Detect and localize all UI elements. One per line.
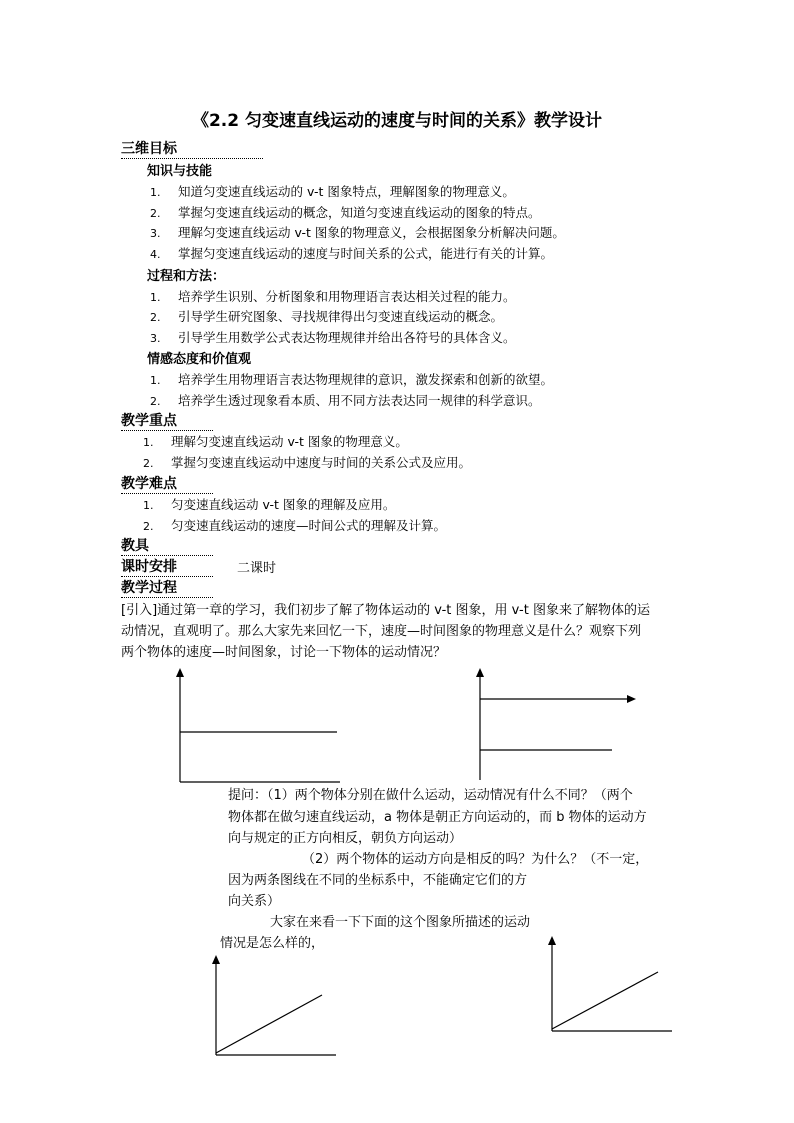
list-item: 3. 理解匀变速直线运动 v-t 图象的物理意义，会根据图象分析解决问题。	[150, 225, 565, 240]
list-item: 2. 引导学生研究图象、寻找规律得出匀变速直线运动的概念。	[150, 309, 504, 324]
vt-graph-a	[170, 668, 350, 788]
y-axis-arrow	[212, 955, 220, 964]
question-line: 向关系）	[228, 894, 281, 909]
question-line: 向与规定的正方向相反，朝负方向运动）	[228, 831, 463, 846]
difficulties-heading: 教学难点	[121, 473, 213, 494]
vt-graph-c	[206, 955, 341, 1060]
t-axis-arrow	[627, 695, 636, 703]
list-item: 1. 知道匀变速直线运动的 v-t 图象特点，理解图象的物理意义。	[150, 184, 515, 199]
schedule-value: 二课时	[237, 561, 277, 576]
intro-line: 动情况，直观明了。那么大家先来回忆一下，速度—时间图象的物理意义是什么？观察下列	[121, 624, 642, 639]
list-item: 3. 引导学生用数学公式表达物理规律并给出各符号的具体含义。	[150, 330, 516, 345]
next-line: 情况是怎么样的，	[220, 936, 325, 951]
next-line: 大家在来看一下下面的这个图象所描述的运动	[270, 915, 531, 930]
list-item: 2. 匀变速直线运动的速度—时间公式的理解及计算。	[143, 518, 447, 533]
attitude-heading: 情感态度和价值观	[147, 352, 252, 367]
key-points-heading: 教学重点	[121, 410, 213, 431]
vt-graph-d	[542, 936, 677, 1036]
list-item: 2. 掌握匀变速直线运动中速度与时间的关系公式及应用。	[143, 455, 472, 470]
y-axis-arrow	[548, 936, 556, 945]
objectives-heading: 三维目标	[121, 138, 263, 159]
velocity-line	[552, 972, 658, 1029]
page-title: 《2.2 匀变速直线运动的速度与时间的关系》教学设计	[191, 111, 603, 131]
list-item: 1. 培养学生用物理语言表达物理规律的意识，激发探索和创新的欲望。	[150, 372, 554, 387]
process-section-heading: 教学过程	[121, 577, 213, 598]
intro-line: 两个物体的速度—时间图象，讨论一下物体的运动情况？	[121, 645, 447, 660]
knowledge-heading: 知识与技能	[147, 164, 213, 179]
list-item: 1. 理解匀变速直线运动 v-t 图象的物理意义。	[143, 434, 408, 449]
question-line: 因为两条图线在不同的坐标系中，不能确定它们的方	[228, 873, 528, 888]
y-axis-arrow	[176, 668, 184, 677]
schedule-heading: 课时安排	[121, 556, 213, 577]
question-line: 提问：（1）两个物体分别在做什么运动，运动情况有什么不同？（两个	[228, 788, 633, 803]
list-item: 1. 培养学生识别、分析图象和用物理语言表达相关过程的能力。	[150, 289, 516, 304]
list-item: 1. 匀变速直线运动 v-t 图象的理解及应用。	[143, 497, 396, 512]
list-item: 2. 掌握匀变速直线运动的概念，知道匀变速直线运动的图象的特点。	[150, 205, 541, 220]
y-axis-arrow	[476, 668, 484, 677]
list-item: 2. 培养学生透过现象看本质、用不同方法表达同一规律的科学意识。	[150, 393, 541, 408]
intro-line: [引入]通过第一章的学习，我们初步了解了物体运动的 v-t 图象，用 v-t 图象来了解物体的运	[121, 603, 650, 618]
question-line: 物体都在做匀速直线运动，a 物体是朝正方向运动的，而 b 物体的运动方	[228, 810, 647, 825]
process-heading: 过程和方法：	[147, 269, 226, 284]
vt-graph-b	[470, 668, 645, 788]
velocity-line	[216, 995, 322, 1053]
question-line: （2）两个物体的运动方向是相反的吗？为什么？（不一定，	[302, 852, 649, 867]
list-item: 4. 掌握匀变速直线运动的速度与时间关系的公式，能进行有关的计算。	[150, 246, 554, 261]
tools-heading: 教具	[121, 535, 213, 556]
